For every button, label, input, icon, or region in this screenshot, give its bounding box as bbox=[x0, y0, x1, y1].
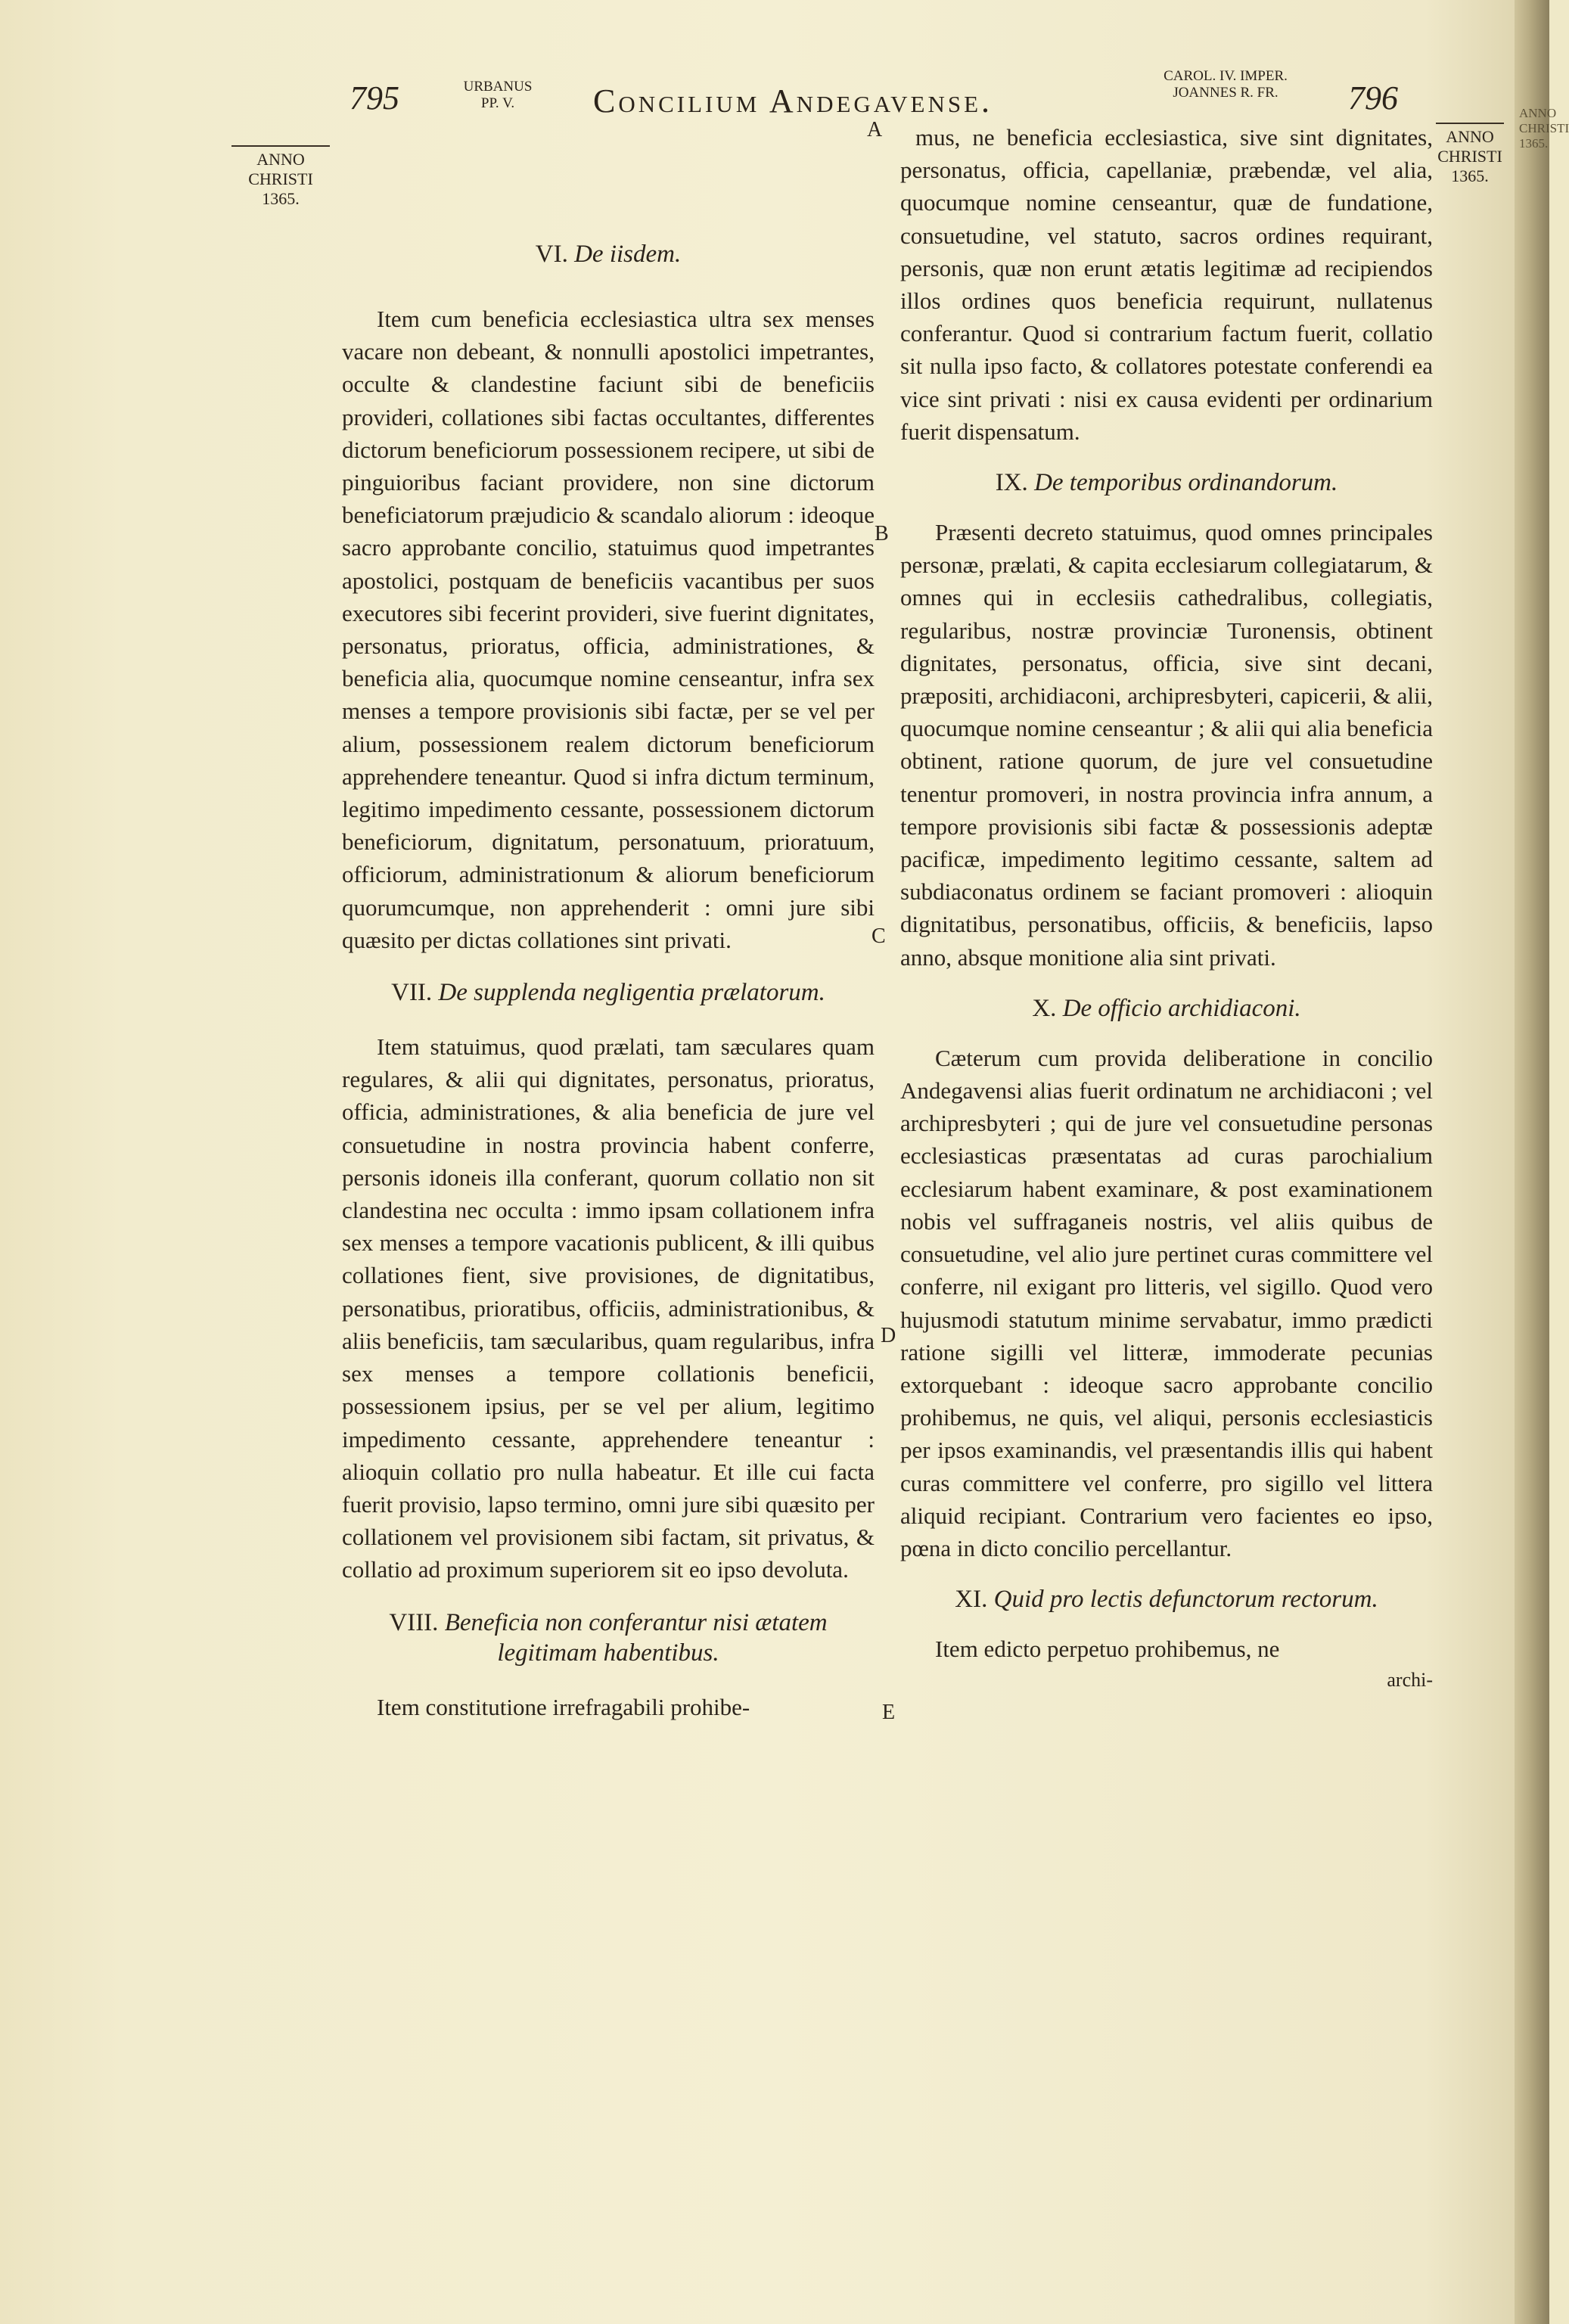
section-viii-text: Item constitutione irrefragabili prohibe- bbox=[377, 1693, 750, 1720]
left-running-head: URBANUS PP. V. bbox=[463, 79, 533, 111]
section-heading-vi: VI. De iisdem. bbox=[535, 241, 682, 268]
section-heading-x: X. De officio archidiaconi. bbox=[1032, 994, 1301, 1022]
section-vii-text: Item statuimus, quod prælati, tam sæculares quam regulares, & alii qui dignitates, personatus, prioratus, officia, administrationes, & alia beneficia de jure vel consuetudine in nostra provincia habent conferre, personis idoneis illa conferant, quorum collatio non sit clandestina nec occulta : immo ipsam collationem infra sex menses a tempore vacationis publicent, & illi quibus collationes fient, sive provisiones, de dignitatibus, personatibus, prioratibus, officiis, administrationibus, & aliis beneficiis, tam sæcularibus, quam regularibus, infra sex menses a tempore collationis beneficii, possessionem ipsius, per se vel per alium, legitimo impedimento cessante, apprehendere teneantur : alioquin collatio pro nulla habeatur. Et ille cui facta fuerit provisio, lapso termino, omni jure sibi quæsito per collationem vel provisionem sibi factam, sit privatus, & collatio ad proximum superiorem sit eo ipso devoluta. bbox=[342, 1033, 875, 1583]
left-page-number: 795 bbox=[350, 79, 399, 117]
right-running-head: CAROL. IV. IMPER. JOANNES R. FR. bbox=[1164, 68, 1288, 101]
section-heading-ix: IX. De temporibus ordinandorum. bbox=[995, 469, 1338, 497]
section-vi-text: Item cum beneficia ecclesiastica ultra sex menses vacare non debeant, & nonnulli apostolici impetrantes, occulte & clandestine faciunt sibi de beneficiis provideri, collationes sibi factas occultantes, differentes dictorum beneficiorum possessionem recipere, ut sibi de pinguioribus faciant providere, non sine dictorum beneficiatorum præjudicio & scandalo aliorum : ideoque sacro approbante concilio, statuimus quod impetrantes apostolici, postquam de beneficiis vacantibus per suos executores sibi fecerint provideri, sive fuerint dignitates, personatus, prioratus, officia, administrationes, & beneficia alia, quocumque nomine censeantur, infra sex menses a tempore provisionis sibi factæ, per se vel per alium, possessionem realem dictorum beneficiorum apprehendere teneantur. Quod si infra dictum terminum, legitimo impedimento cessante, possessionem dictorum beneficiorum, dignitatum, personatuum, prioratuum, officiorum, administrationum & aliorum beneficiorum quorumcumque, non apprehenderit : omni jure sibi quæsito per dictas collationes sint privati. bbox=[342, 306, 875, 953]
catchword: archi- bbox=[1387, 1669, 1433, 1692]
left-column bbox=[342, 227, 875, 1723]
anno-rule bbox=[1436, 123, 1504, 124]
section-heading-viii: VIII. Beneficia non conferantur nisi ætatem legitimam habentibus. bbox=[389, 1608, 828, 1667]
page-title: Concilium Andegavense. bbox=[593, 82, 993, 120]
edge-anno-label: ANNO CHRISTI 1365. bbox=[1519, 106, 1569, 151]
section-xi-text: Item edicto perpetuo prohibemus, ne bbox=[935, 1636, 1280, 1663]
continued-text: mus, ne beneficia ecclesiastica, sive sint dignitates, personatus, officia, capellaniæ, præbendæ, vel alia, quocumque nomine censeantur, quæ de fundatione, consuetudine, vel statuto, sacros ordines requirant, personis, quæ non erunt ætatis legitimæ ad recipiendos illos ordines quos beneficia requirunt, nullatenus conferantur. Quod si contrarium factum fuerit, collatio sit nulla ipso facto, & collatores potestate conferendi ea vice sint privati : nisi ex causa evidenti per ordinarium fuerit dispensatum. bbox=[900, 124, 1433, 445]
section-x-text: Cæterum cum provida deliberatione in concilio Andegavensi alias fuerit ordinatum ne archidiaconi ; vel archipresbyteri ; qui de jure vel consuetudine personas ecclesiasticas præsentatas ad curas parochialium ecclesiarum habent examinare, & post examinationem nobis vel suffraganeis nostris, vel aliis quibus de consuetudine, vel alio jure pertinet curas committere vel conferre, nil exigant pro litteris, vel sigillo. Quod vero hujusmodi statutum minime servabatur, immo prædicti ratione sigilli vel litteræ, immoderate pecunias extorquebant : ideoque sacro approbante concilio prohibemus, ne quis, vel aliqui, personis ecclesiasticis per ipsos examinandis, vel præsentandis illis qui habent curas committere vel conferre, pro sigillo vel littera aliquid recipiant. Contrarium vero facientes eo ipso, pœna in dicto concilio percellantur. bbox=[900, 1044, 1433, 1561]
running-header bbox=[0, 67, 1549, 127]
adjacent-page-edge bbox=[1515, 0, 1569, 2324]
section-ix-text: Præsenti decreto statuimus, quod omnes principales personæ, prælati, & capita ecclesiarum collegiatarum, & omnes qui in ecclesiis cathedralibus, collegiatis, regularibus, nostræ provinciæ Turonensis, obtinent dignitates, personatus, officia, sive sint decani, præpositi, archidiaconi, archipresbyteri, capicerii, & alii, quocumque nomine censeantur ; & alii qui alia beneficia obtinent, ratione quorum, de jure vel consuetudine tenentur promoveri, in nostra provincia infra annum, a tempore provisionis sibi factæ & possessionis adeptæ pacificæ, impedimento legitimo cessante, saltem ad subdiaconatus ordinem se faciant promoveri : alioquin dignitatibus, personatibus, officiis, & beneficiis, lapso anno, absque monitione alia sint privati. bbox=[900, 519, 1433, 971]
anno-christi-left: ANNO CHRISTI 1365. bbox=[231, 145, 330, 209]
section-heading-vii: VII. De supplenda negligentia prælatorum. bbox=[391, 979, 825, 1007]
right-column bbox=[900, 121, 1433, 1692]
margin-letter-d: D bbox=[881, 1324, 896, 1347]
margin-letter-e: E bbox=[882, 1701, 896, 1724]
section-heading-xi: XI. Quid pro lectis defunctorum rectorum. bbox=[955, 1586, 1378, 1614]
anno-rule bbox=[231, 145, 330, 147]
margin-letter-b: B bbox=[875, 522, 889, 545]
margin-letter-c: C bbox=[871, 924, 886, 948]
right-page-number: 796 bbox=[1348, 79, 1398, 117]
anno-christi-right: ANNO CHRISTI 1365. bbox=[1436, 123, 1504, 186]
margin-letter-a: A bbox=[867, 118, 883, 141]
